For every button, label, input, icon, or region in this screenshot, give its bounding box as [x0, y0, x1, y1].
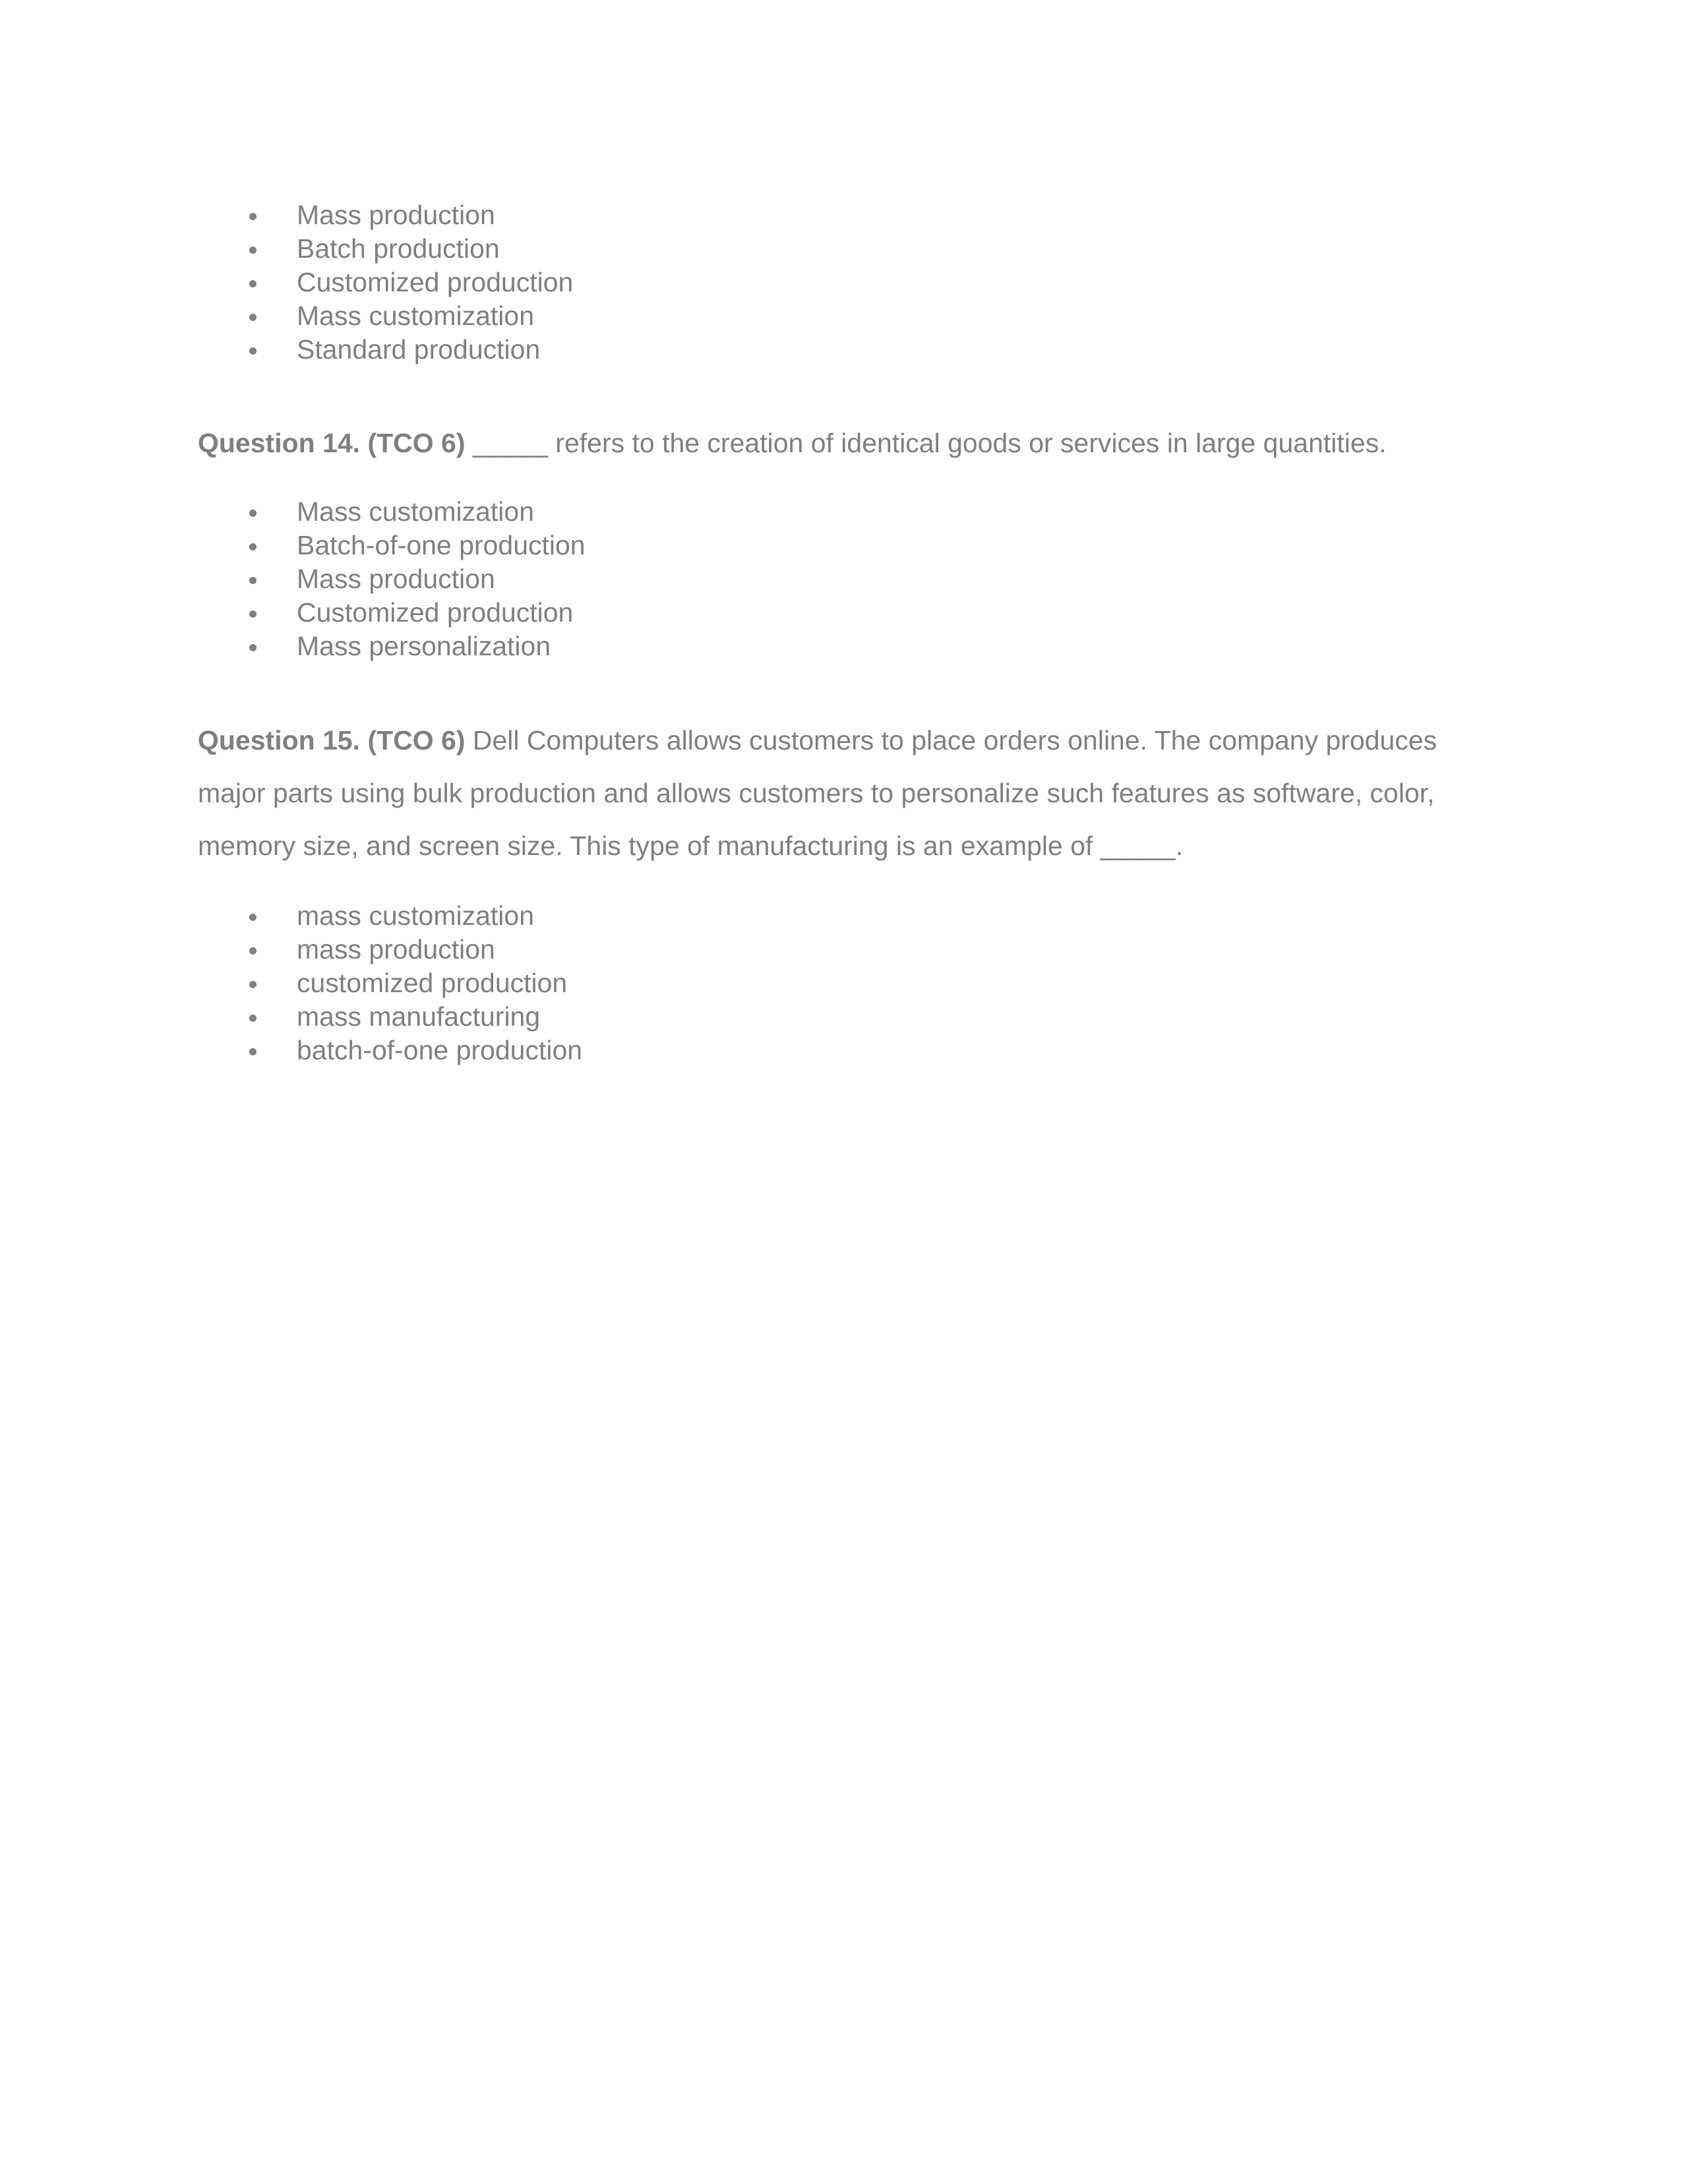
option-label: Customized production: [297, 267, 574, 297]
question-15-options: [198, 899, 1490, 1067]
previous-question-options: [198, 198, 1490, 367]
option-label: Mass customization: [297, 301, 535, 331]
bullet-icon: [249, 981, 256, 988]
bullet-icon: [249, 1015, 256, 1022]
list-item: [198, 529, 1490, 562]
question-15-label: Question 15. (TCO 6): [198, 725, 466, 755]
option-label: batch-of-one production: [297, 1035, 583, 1065]
list-item: [198, 1000, 1490, 1034]
bullet-icon: [249, 610, 256, 618]
bullet-icon: [249, 543, 256, 550]
bullet-icon: [249, 1048, 256, 1055]
option-label: mass manufacturing: [297, 1001, 541, 1032]
bullet-icon: [249, 347, 256, 355]
list-item: [198, 630, 1490, 663]
list-item: [198, 333, 1490, 367]
bullet-icon: [249, 314, 256, 321]
list-item: [198, 966, 1490, 1000]
list-item: [198, 495, 1490, 529]
bullet-icon: [249, 644, 256, 651]
option-label: Mass personalization: [297, 631, 551, 661]
list-item: [198, 1034, 1490, 1067]
bullet-icon: [249, 510, 256, 517]
option-label: mass production: [297, 934, 495, 964]
question-15: [198, 714, 1490, 872]
question-14-label: Question 14. (TCO 6): [198, 428, 466, 458]
options-list: [198, 495, 1490, 663]
option-label: Batch production: [297, 233, 500, 264]
list-item: [198, 266, 1490, 299]
question-14: [198, 417, 1490, 469]
list-item: [198, 562, 1490, 596]
list-item: [198, 933, 1490, 966]
bullet-icon: [249, 280, 256, 287]
list-item: [198, 899, 1490, 933]
option-label: mass customization: [297, 900, 535, 931]
list-item: [198, 299, 1490, 333]
question-14-text: [198, 417, 1490, 469]
option-label: Mass production: [297, 200, 495, 230]
bullet-icon: [249, 914, 256, 921]
bullet-icon: [249, 213, 256, 220]
question-15-body: Dell Computers allows customers to place orders online. The company produces major parts using bulk production and allows customers to personalize such features as software, color, memory size, and screen size. This type of manufacturing is an example of _____.: [198, 725, 1437, 861]
option-label: Batch-of-one production: [297, 530, 586, 560]
option-label: Standard production: [297, 334, 541, 365]
bullet-icon: [249, 577, 256, 584]
question-15-text: [198, 714, 1490, 872]
bullet-icon: [249, 947, 256, 955]
list-item: [198, 198, 1490, 232]
option-label: Customized production: [297, 597, 574, 628]
list-item: [198, 232, 1490, 266]
question-14-options: [198, 495, 1490, 663]
option-label: customized production: [297, 968, 568, 998]
options-list: [198, 899, 1490, 1067]
option-label: Mass production: [297, 564, 495, 594]
options-list: [198, 198, 1490, 367]
question-14-body: _____ refers to the creation of identical goods or services in large quantities.: [465, 428, 1387, 458]
bullet-icon: [249, 247, 256, 254]
list-item: [198, 596, 1490, 630]
option-label: Mass customization: [297, 496, 535, 527]
